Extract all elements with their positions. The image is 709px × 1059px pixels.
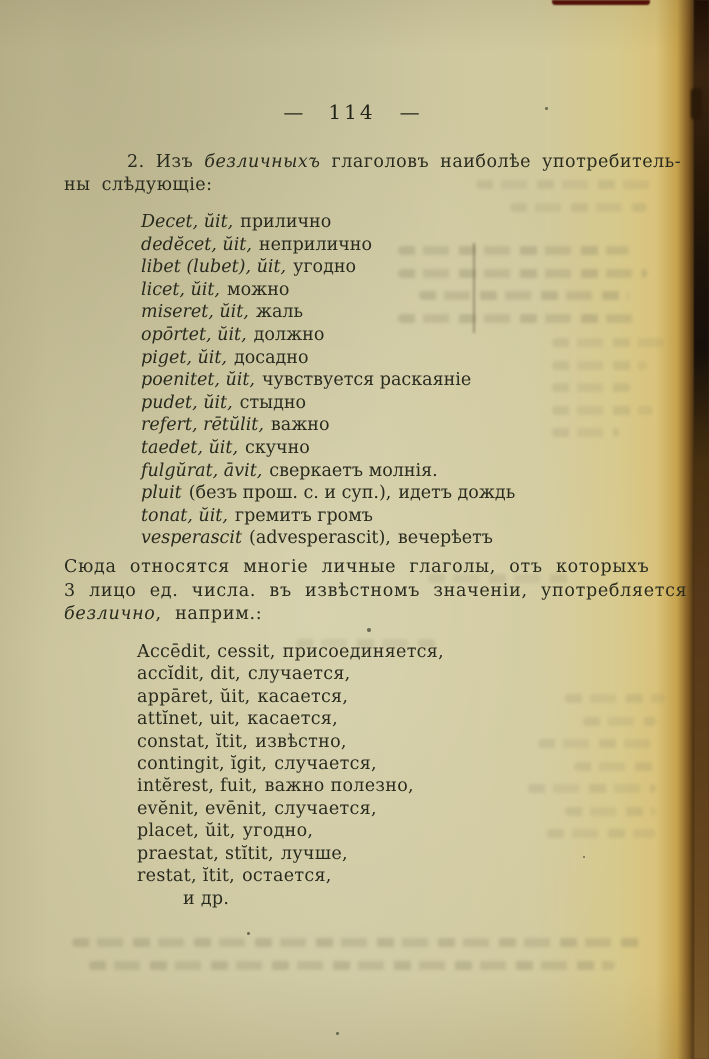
impersonal-verb-entry — [141, 482, 515, 505]
russian-translation: досадно — [233, 347, 309, 368]
latin-verb-forms: appāret, ŭit, — [137, 686, 251, 707]
latin-verb-forms: dedĕcet, ŭit, — [141, 234, 252, 255]
middle-line-2: 3 лицо ед. числа. въ извѣстномъ значеніи, употребляется — [64, 580, 688, 601]
ink-speck — [367, 628, 371, 632]
russian-translation: случается, — [247, 664, 351, 685]
intro-line-2: ны слѣдующіе: — [64, 175, 213, 195]
personal-verb-entry — [137, 775, 444, 797]
ink-speck — [336, 1032, 339, 1035]
russian-translation: угодно, — [242, 821, 314, 842]
bleed-through-ghost — [428, 574, 576, 597]
latin-verb-forms: opōrtet, ŭit, — [141, 324, 247, 345]
header-dash-right: — — [399, 100, 421, 124]
ink-speck — [583, 856, 585, 858]
personal-verb-entry — [137, 708, 444, 730]
page-right-edge-shadow — [694, 0, 709, 1059]
russian-translation: касается, — [257, 686, 349, 707]
page-number: 114 — [328, 100, 376, 124]
personal-verb-entry — [137, 731, 444, 753]
latin-verb-forms: intĕrest, fuit, — [137, 776, 258, 797]
latin-verb-forms: tonat, ŭit, — [141, 505, 228, 526]
personal-verb-entry — [137, 686, 444, 708]
bleed-through-ghost — [430, 180, 658, 225]
russian-translation: лучше, — [280, 843, 348, 864]
bleed-through-ghost — [552, 338, 664, 451]
russian-translation: должно — [253, 324, 325, 345]
russian-translation: присоединяется, — [282, 642, 444, 662]
latin-verb-forms: pudet, ŭit, — [141, 392, 233, 413]
personal-verb-entry — [137, 843, 444, 865]
russian-translation: вечерѣетъ — [397, 528, 493, 549]
latin-verb-forms: pluit — [141, 483, 182, 504]
bleed-through-ghost-bottom — [72, 938, 644, 983]
latin-verb-forms: restat, ĭtit, — [137, 866, 236, 887]
middle-line-3 — [64, 603, 687, 627]
russian-translation: важно — [270, 415, 330, 436]
bleed-through-ghost — [492, 694, 674, 852]
latin-verb-forms: Decet, ŭit, — [141, 212, 234, 232]
russian-translation: случается, — [274, 798, 377, 819]
latin-verb-forms: poenitet, ŭit, — [141, 370, 255, 391]
personal-verb-entry — [137, 798, 444, 820]
russian-translation: прилично — [240, 212, 332, 232]
impersonal-verb-entry — [141, 527, 515, 550]
latin-verb-forms: refert, rētŭlit, — [141, 415, 264, 436]
impersonal-verb-entry — [141, 414, 515, 437]
scan-top-edge — [552, 0, 650, 5]
personal-verbs-list — [137, 641, 444, 887]
latin-verb-forms: contingit, ĭgit, — [137, 754, 268, 775]
ink-speck — [247, 932, 250, 935]
latin-verb-forms: constat, ĭtit, — [137, 731, 249, 752]
latin-verb-forms: fulgŭrat, āvit, — [141, 460, 263, 481]
russian-translation: можно — [226, 279, 290, 300]
intro-line-1 — [64, 151, 681, 174]
latin-verb-forms: Accēdit, cessit, — [137, 642, 276, 662]
impersonal-verb-entry — [141, 437, 515, 460]
russian-translation: сверкаетъ молнія. — [269, 460, 438, 481]
middle-italic-term: безлично — [64, 604, 156, 625]
russian-translation: извѣстно, — [255, 731, 347, 752]
personal-verb-entry — [137, 663, 444, 685]
russian-translation: чувствуется раскаяніе — [261, 370, 472, 391]
russian-translation: случается, — [274, 754, 377, 775]
impersonal-verb-entry — [141, 460, 515, 483]
latin-verb-forms: piget, ŭit, — [141, 347, 227, 368]
middle-line-3-rest: , наприм.: — [155, 604, 263, 625]
middle-line-1: Сюда относятся многіе личные глаголы, отъ которыхъ — [64, 557, 650, 577]
latin-verb-forms: praestat, stĭtit, — [137, 843, 274, 864]
latin-verb-forms: vesperascit — [141, 528, 242, 549]
personal-verb-entry — [137, 820, 444, 842]
bleed-through-ghost-table — [398, 246, 660, 336]
personal-verb-entry — [137, 865, 444, 887]
russian-translation: идетъ дождь — [398, 483, 516, 504]
latin-verb-forms: placet, ŭit, — [137, 821, 236, 842]
personal-verb-entry — [137, 753, 444, 775]
verb-note: (advesperascit), — [249, 528, 391, 549]
russian-translation: скучно — [245, 437, 310, 458]
russian-translation: гремитъ громъ — [234, 505, 373, 526]
bleed-through-rule — [473, 243, 475, 333]
ink-speck — [545, 107, 548, 110]
list-footer-row — [137, 888, 229, 910]
header-dash-left: — — [283, 100, 305, 124]
russian-translation: важно полезно, — [264, 776, 414, 797]
running-head — [64, 100, 640, 124]
bleed-through-ghost — [296, 639, 436, 662]
latin-verb-forms: taedet, ŭit, — [141, 437, 239, 458]
russian-translation: неприлично — [258, 234, 373, 255]
latin-verb-forms: accĭdit, dit, — [137, 664, 241, 685]
middle-paragraph — [64, 556, 687, 627]
russian-translation: стыдно — [239, 392, 307, 413]
intro-lead: 2. Изъ — [127, 152, 205, 172]
impersonal-verb-entry — [141, 505, 515, 528]
verb-note: (безъ прош. с. и суп.), — [188, 483, 392, 504]
impersonal-verb-entry — [141, 392, 515, 415]
russian-translation: касается, — [247, 709, 338, 730]
latin-verb-forms: libet (lubet), ŭit, — [141, 257, 287, 278]
page-edge-notch — [691, 88, 702, 120]
latin-verb-forms: evĕnit, evēnit, — [137, 798, 268, 819]
intro-rest: глаголовъ наиболѣе употребитель- — [320, 152, 682, 172]
russian-translation: жаль — [255, 302, 304, 323]
russian-translation: остается, — [242, 866, 332, 887]
intro-italic-term: безличныхъ — [204, 152, 321, 172]
impersonal-verb-entry — [141, 347, 515, 370]
etc-label: и др. — [183, 889, 230, 909]
latin-verb-forms: miseret, ŭit, — [141, 302, 249, 323]
russian-translation: угодно — [293, 257, 357, 278]
latin-verb-forms: licet, ŭit, — [141, 279, 220, 300]
latin-verb-forms: attĭnet, uit, — [137, 709, 241, 730]
impersonal-verb-entry — [141, 369, 515, 392]
